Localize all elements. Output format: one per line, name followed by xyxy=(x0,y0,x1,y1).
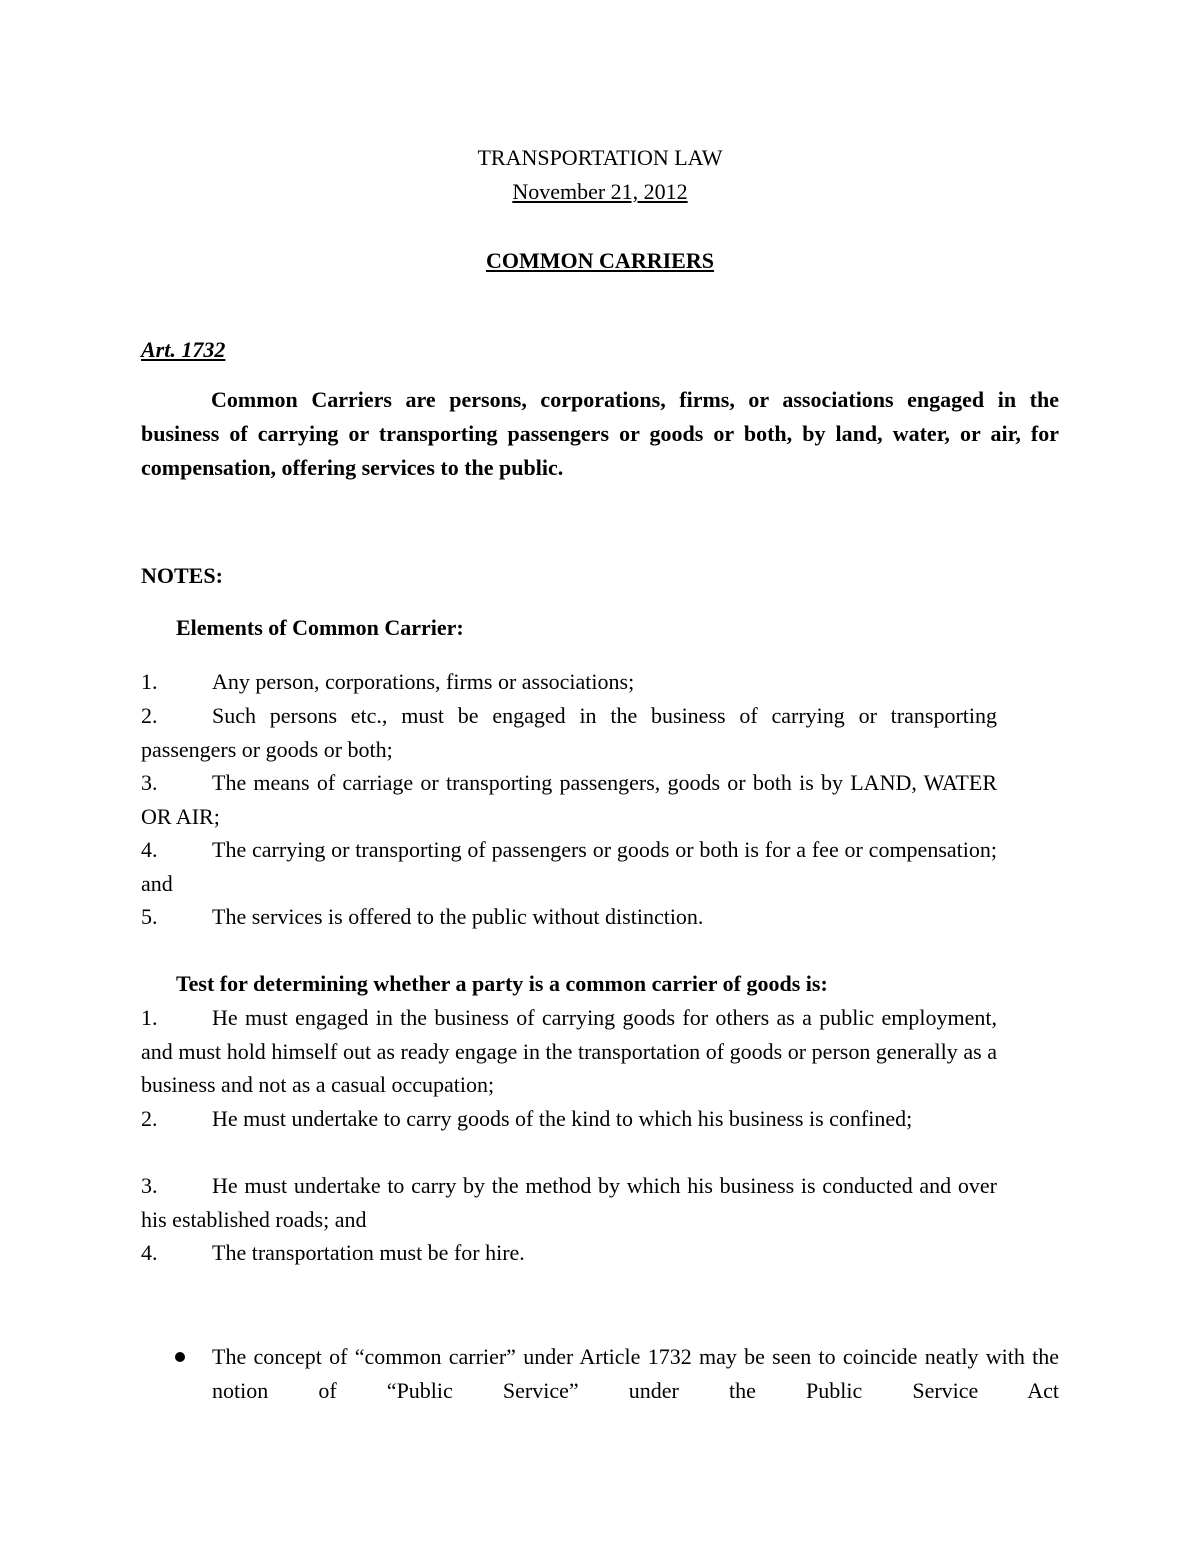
article-text: Common Carriers are persons, corporations, firms, or associations engaged in the business of carrying or transporting passengers or goods or both, by land, water, or air, for compensation, offering services to the public. xyxy=(141,387,1059,480)
list-item: 4. The transportation must be for hire. xyxy=(141,1240,525,1265)
document-title: TRANSPORTATION LAW xyxy=(477,145,723,170)
list-item: 4. The carrying or transporting of passengers or goods or both is for a fee or compensation; and xyxy=(141,837,997,896)
document-date: November 21, 2012 xyxy=(512,179,688,204)
bullet-icon xyxy=(175,1352,185,1362)
list-item: 1. He must engaged in the business of carrying goods for others as a public employment, and must hold himself out as ready engage in the transportation of goods or person generally as a business and not as a casual occupation; xyxy=(141,1005,997,1097)
list-item: 2. Such persons etc., must be engaged in the business of carrying or transporting passengers or goods or both; xyxy=(141,703,997,762)
list-item: 3. He must undertake to carry by the method by which his business is conducted and over his established roads; and xyxy=(141,1173,997,1232)
test-heading: Test for determining whether a party is a common carrier of goods is: xyxy=(176,971,828,996)
list-item: 5. The services is offered to the public without distinction. xyxy=(141,904,704,929)
list-item: 3. The means of carriage or transporting passengers, goods or both is by LAND, WATER OR AIR; xyxy=(141,770,997,829)
notes-label: NOTES: xyxy=(141,563,223,588)
list-item: 1. Any person, corporations, firms or associations; xyxy=(141,669,635,694)
list-item: 2. He must undertake to carry goods of the kind to which his business is confined; xyxy=(141,1106,913,1131)
section-title: COMMON CARRIERS xyxy=(486,248,714,273)
elements-heading: Elements of Common Carrier: xyxy=(176,615,464,640)
article-label: Art. 1732 xyxy=(141,337,226,362)
bullet-paragraph: The concept of “common carrier” under Article 1732 may be seen to coincide neatly with the notion of “Public Service” under the Public Service Act xyxy=(212,1344,1059,1403)
